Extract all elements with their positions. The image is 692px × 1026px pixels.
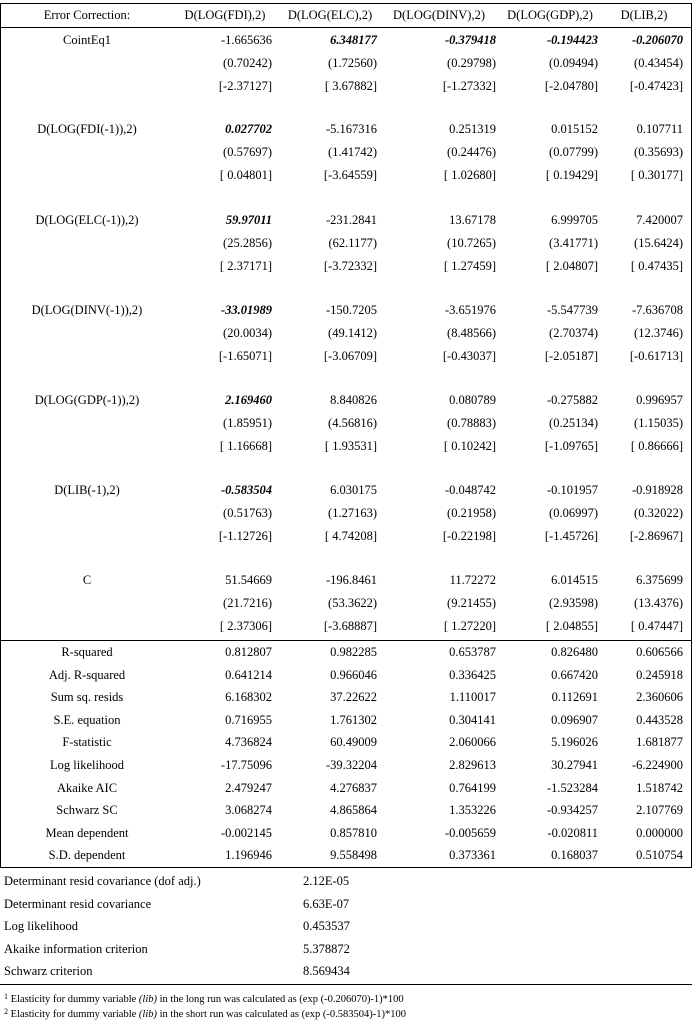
coefficient: 0.251319 [449,122,496,136]
coefficient: 0.996957 [636,393,683,407]
stat-value: 0.982285 [330,645,377,659]
t-statistic: [ 0.10242] [443,439,496,453]
stat-value: -17.75096 [220,758,272,772]
row-label: D(LOG(ELC(-1)),2) [35,213,139,227]
footnote-text: in the long run was calculated as (exp (-0.206070)-1)*100 [157,994,404,1005]
standard-error: (0.09494) [549,56,598,70]
stat-value: 1.518742 [636,780,683,795]
stat-label: S.E. equation [53,712,121,727]
t-statistic: [-3.68887] [323,619,377,633]
stat-label: Log likelihood [50,758,124,772]
stat-value: 0.716955 [225,712,272,727]
stat-value: 0.336425 [449,667,496,682]
standard-error: (8.48566) [447,326,496,340]
t-statistic: [ 4.74208] [324,529,377,543]
standard-error: (21.7216) [223,596,272,610]
t-statistic: [ 3.67882] [324,79,377,93]
t-statistic: [-2.86967] [629,529,683,543]
coefficient: -5.167316 [325,122,377,136]
t-statistic: [-2.05187] [544,349,598,363]
coefficient: -0.583504 [220,483,272,497]
bottom-rule [0,984,692,985]
stat-value: -0.002145 [220,825,272,840]
t-statistic: [-1.45726] [544,529,598,543]
coefficient: 0.027702 [225,122,272,136]
t-statistic: [ 2.04855] [545,619,598,633]
header-rule [0,27,692,28]
standard-error: (9.21455) [447,596,496,610]
t-statistic: [ 0.47435] [630,259,683,273]
coefficient: -3.651976 [444,303,496,317]
t-statistic: [-3.64559] [323,168,377,182]
t-statistic: [-1.12726] [218,529,272,543]
coefficient: 6.375699 [636,573,683,587]
stat-label: Schwarz SC [56,803,118,818]
stat-value: 0.764199 [449,780,496,795]
stat-value: -0.020811 [547,825,598,840]
standard-error: (4.56816) [328,416,377,430]
standard-error: (0.07799) [549,145,598,159]
standard-error: (53.3622) [328,596,377,610]
stat-label: Akaike AIC [56,780,118,795]
t-statistic: [ 2.37171] [219,259,272,273]
t-statistic: [ 0.19429] [545,168,598,182]
system-stat-value: 2.12E-05 [303,874,350,888]
coefficient: 51.54669 [225,573,272,587]
stat-value: 0.096907 [551,712,598,727]
stat-label: F-statistic [62,735,112,750]
coefficient: -0.379418 [444,33,496,47]
stat-value: -1.523284 [546,780,598,795]
stat-value: 0.000000 [636,825,683,840]
system-stat-label: Determinant resid covariance (dof adj.) [4,874,201,888]
t-statistic: [-1.27332] [442,79,496,93]
t-statistic: [ 1.16668] [219,439,272,453]
t-statistic: [-2.37127] [218,79,272,93]
standard-error: (0.43454) [634,56,683,70]
coefficient: -1.665636 [220,33,272,47]
stat-value: 1.353226 [449,803,496,818]
header-column: D(LIB,2) [620,8,668,22]
stat-value: -0.005659 [444,825,496,840]
standard-error: (2.93598) [549,596,598,610]
standard-error: (0.51763) [223,506,272,520]
header-column: D(LOG(ELC),2) [287,8,373,22]
stat-value: 0.304141 [449,712,496,727]
header-column: D(LOG(DINV),2) [393,8,485,22]
footnote-variable: (lib) [138,994,157,1005]
stat-value: 37.22622 [330,690,377,705]
t-statistic: [-0.47423] [629,79,683,93]
row-label: D(LOG(FDI(-1)),2) [37,122,137,136]
standard-error: (0.57697) [223,145,272,159]
standard-error: (62.1177) [328,236,377,250]
header-column: D(LOG(FDI),2) [184,8,266,22]
stat-value: 4.865864 [330,803,377,818]
coefficient: -0.048742 [444,483,496,497]
coefficient: 0.107711 [636,122,683,136]
t-statistic: [ 0.30177] [630,168,683,182]
stat-label: Sum sq. resids [50,690,124,705]
standard-error: (25.2856) [223,236,272,250]
t-statistic: [ 2.37306] [219,619,272,633]
stat-value: 1.196946 [225,848,272,863]
coefficient: 0.015152 [551,122,598,136]
stat-value: 0.826480 [551,645,598,659]
coefficient: -0.206070 [631,33,683,47]
stat-label: S.D. dependent [48,848,126,863]
row-label: D(LOG(DINV(-1)),2) [31,303,143,317]
coefficient: -0.101957 [546,483,598,497]
coefficient: -0.918928 [631,483,683,497]
standard-error: (2.70374) [549,326,598,340]
coefficient: 7.420007 [636,213,683,227]
coefficient: 8.840826 [330,393,377,407]
row-label: D(LOG(GDP(-1)),2) [34,393,140,407]
row-label: C [82,573,92,587]
footnote-text: Elasticity for dummy variable [8,1009,139,1020]
stat-value: 0.443528 [636,712,683,727]
standard-error: (0.35693) [634,145,683,159]
coefficient: -5.547739 [546,303,598,317]
standard-error: (1.41742) [328,145,377,159]
footnote-mark: 1 [4,992,8,1001]
stat-value: 4.736824 [225,735,272,750]
t-statistic: [ 1.93531] [324,439,377,453]
stat-value: 0.857810 [330,825,377,840]
coefficient: 6.348177 [330,33,377,47]
stat-value: 0.373361 [449,848,496,863]
t-statistic: [ 0.47447] [630,619,683,633]
stat-value: 2.360606 [636,690,683,705]
footnote-variable: (lib) [138,1009,157,1020]
stat-value: -6.224900 [631,758,683,772]
t-statistic: [-2.04780] [544,79,598,93]
t-statistic: [-1.65071] [218,349,272,363]
standard-error: (1.72560) [328,56,377,70]
footnote-text: in the short run was calculated as (exp (-0.583504)-1)*100 [157,1009,407,1020]
stat-value: 0.966046 [330,667,377,682]
system-stat-value: 0.453537 [303,919,350,934]
standard-error: (12.3746) [634,326,683,340]
standard-error: (0.78883) [447,416,496,430]
stat-value: 0.168037 [551,848,598,863]
system-stat-value: 8.569434 [303,964,350,979]
coefficient: -33.01989 [220,303,272,317]
stat-value: 1.761302 [330,712,377,727]
coefficient: -0.275882 [546,393,598,407]
t-statistic: [-1.09765] [544,439,598,453]
t-statistic: [ 0.86666] [630,439,683,453]
t-statistic: [-0.22198] [442,529,496,543]
stat-value: 0.606566 [636,645,683,659]
stat-value: 2.479247 [225,780,272,795]
t-statistic: [ 1.02680] [443,168,496,182]
standard-error: (0.70242) [223,56,272,70]
stat-value: 3.068274 [225,803,272,818]
t-statistic: [ 1.27220] [443,619,496,633]
coefficient: 6.014515 [551,573,598,587]
t-statistic: [-0.43037] [442,349,496,363]
coefficient: 13.67178 [449,213,496,227]
stat-value: 0.245918 [636,667,683,682]
standard-error: (15.6424) [634,236,683,250]
coefficient: -7.636708 [631,303,683,317]
system-stat-label: Determinant resid covariance [4,896,152,911]
header-error-correction: Error Correction: [43,8,131,22]
footnote [4,1005,406,1022]
stat-value: 0.812807 [225,645,272,659]
stat-value: 2.107769 [636,803,683,818]
coefficient: 59.97011 [225,213,272,227]
coefficient: -150.7205 [325,303,377,317]
stat-value: 0.112691 [551,690,598,705]
coefficient: 2.169460 [225,393,272,407]
system-stat-value: 6.63E-07 [303,896,350,911]
stat-value: 4.276837 [330,780,377,795]
stat-label: Mean dependent [45,825,129,840]
t-statistic: [-0.61713] [629,349,683,363]
coefficient: 6.030175 [330,483,377,497]
stat-value: -39.32204 [325,758,377,772]
stat-value: 0.641214 [225,667,272,682]
standard-error: (13.4376) [634,596,683,610]
stat-value: 1.110017 [449,690,496,705]
header-column: D(LOG(GDP),2) [507,8,593,22]
standard-error: (0.06997) [549,506,598,520]
row-label: D(LIB(-1),2) [54,483,120,497]
system-stat-value: 5.378872 [303,941,350,956]
t-statistic: [-3.06709] [323,349,377,363]
standard-error: (10.7265) [447,236,496,250]
row-label: CointEq1 [63,33,111,47]
standard-error: (1.27163) [328,506,377,520]
standard-error: (0.25134) [549,416,598,430]
stat-label: Adj. R-squared [48,667,126,682]
system-stat-label: Log likelihood [4,919,78,934]
standard-error: (0.24476) [447,145,496,159]
standard-error: (3.41771) [549,236,598,250]
t-statistic: [ 1.27459] [443,259,496,273]
t-statistic: [ 2.04807] [545,259,598,273]
stat-value: 5.196026 [551,735,598,750]
stat-value: -0.934257 [546,803,598,818]
stat-value: 1.681877 [636,735,683,750]
footnote-text: Elasticity for dummy variable [8,994,139,1005]
footnote-mark: 2 [4,1007,8,1016]
stat-value: 6.168302 [225,690,272,705]
stat-value: 9.558498 [330,848,377,863]
coefficient: 11.72272 [449,573,496,587]
stat-value: 0.667420 [551,667,598,682]
standard-error: (1.85951) [223,416,272,430]
coefficient: -231.2841 [325,213,377,227]
coefficient: -196.8461 [325,573,377,587]
standard-error: (1.15035) [634,416,683,430]
stat-value: 2.060066 [449,735,496,750]
system-stat-label: Akaike information criterion [4,941,148,956]
system-stat-label: Schwarz criterion [4,964,93,979]
coefficient: 6.999705 [551,213,598,227]
standard-error: (49.1412) [328,326,377,340]
coefficient: -0.194423 [546,33,598,47]
standard-error: (0.32022) [634,506,683,520]
standard-error: (0.21958) [447,506,496,520]
stat-value: 30.27941 [551,758,598,772]
system-rule [0,867,692,868]
coefficient: 0.080789 [449,393,496,407]
standard-error: (20.0034) [223,326,272,340]
stat-label: R-squared [61,645,113,659]
stat-value: 0.653787 [449,645,496,659]
stat-value: 2.829613 [449,758,496,772]
stat-value: 0.510754 [636,848,683,863]
t-statistic: [-3.72332] [323,259,377,273]
t-statistic: [ 0.04801] [219,168,272,182]
standard-error: (0.29798) [447,56,496,70]
stat-value: 60.49009 [330,735,377,750]
